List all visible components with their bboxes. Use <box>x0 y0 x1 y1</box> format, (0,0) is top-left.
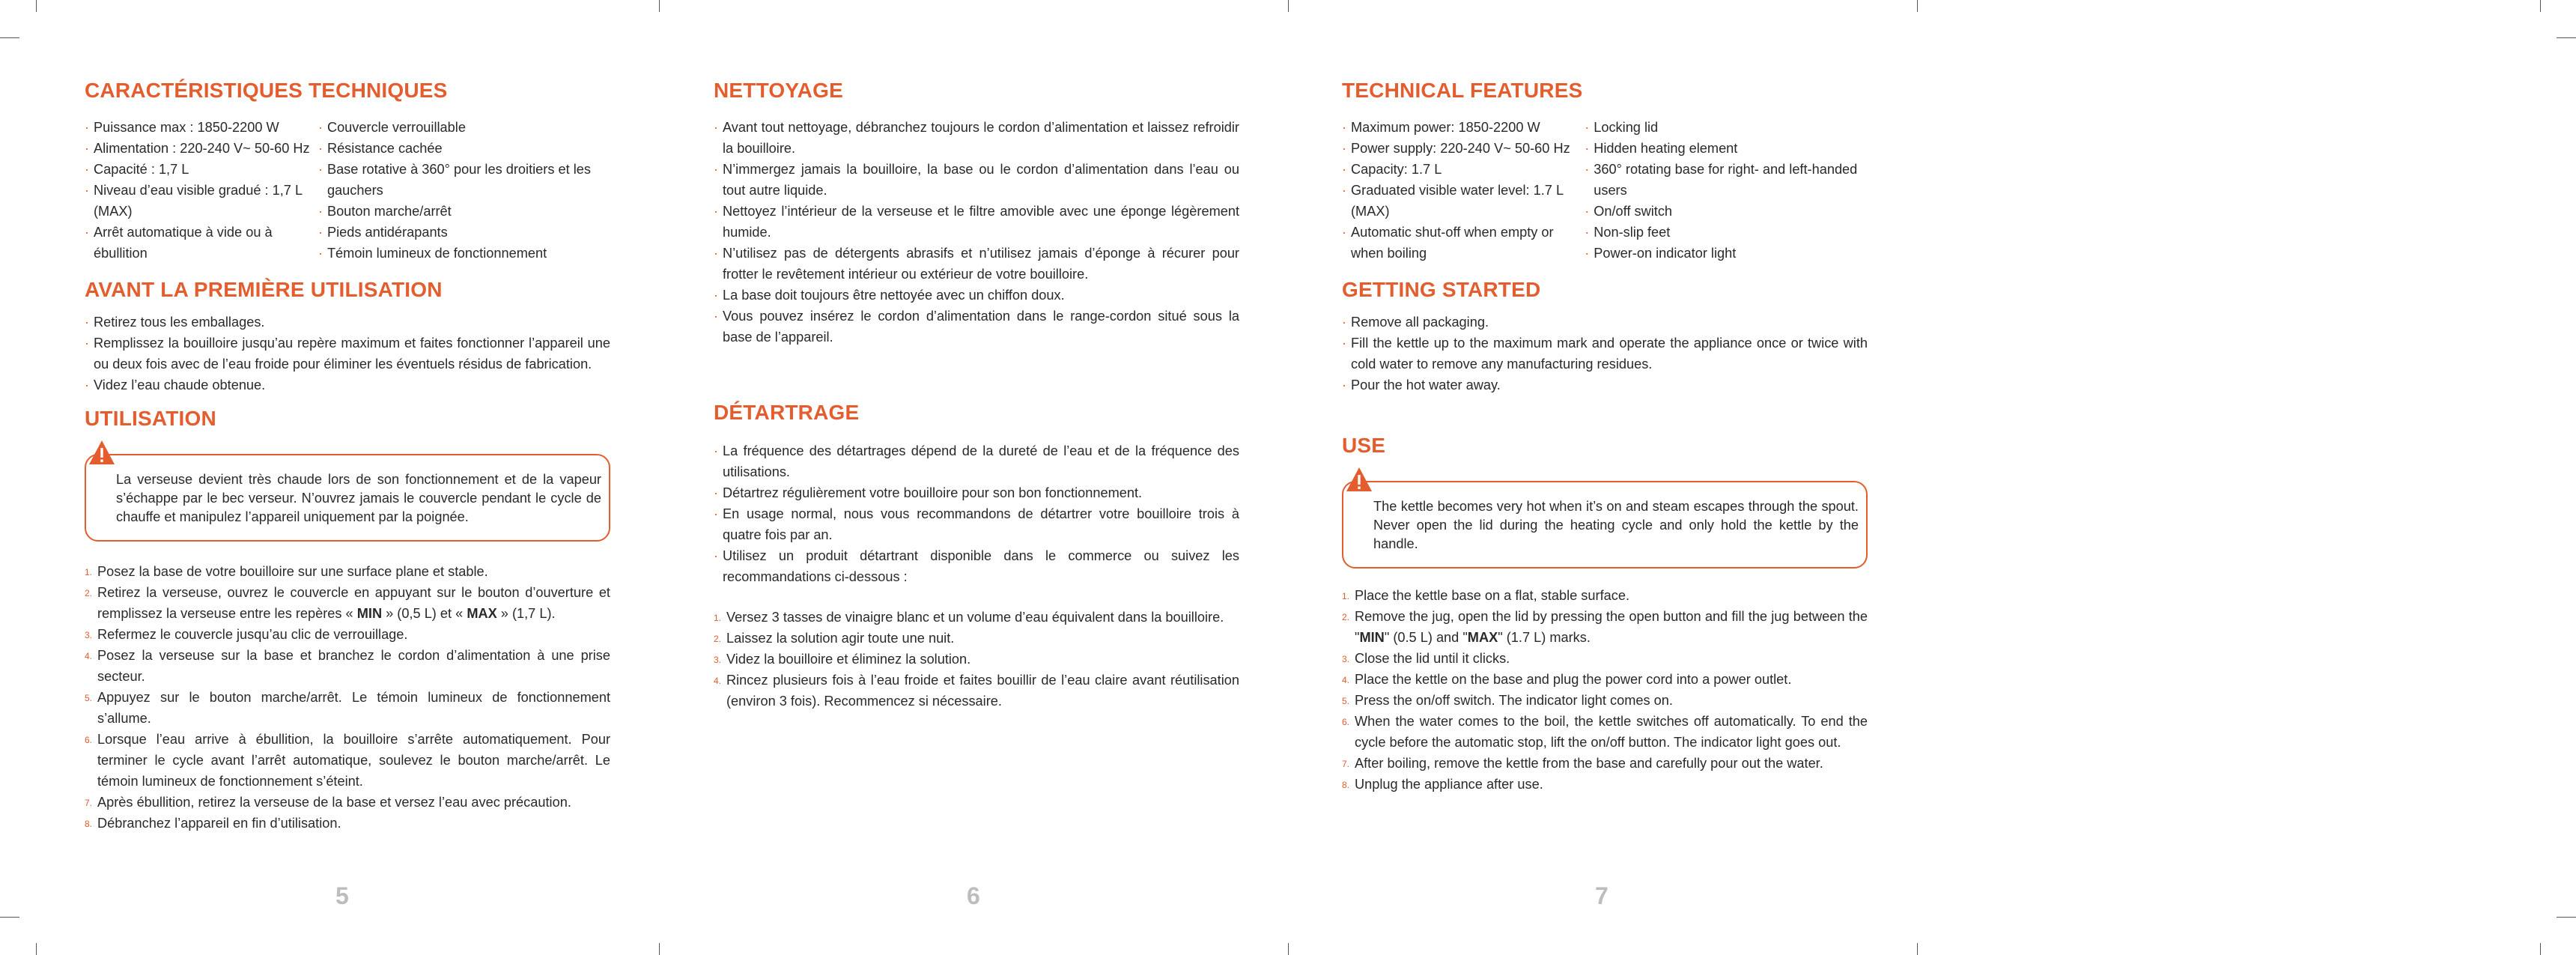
step-text: Place the kettle base on a flat, stable surface. <box>1355 588 1630 603</box>
list-item <box>85 645 610 687</box>
technical-features-title-fr: CARACTÉRISTIQUES TECHNIQUES <box>85 79 448 102</box>
step-text: Close the lid until it clicks. <box>1355 651 1510 666</box>
step-number: 5. <box>85 693 93 703</box>
step-number: 2. <box>1342 612 1350 622</box>
list-item: · Fill the kettle up to the maximum mark and operate the appliance once or twice with cold water to remove any manufacturing residues. <box>1342 333 1868 375</box>
list-item: · Pour the hot water away. <box>1342 375 1868 395</box>
list-item: · Graduated visible water level: 1.7 L (MAX) <box>1342 180 1585 222</box>
list-item: · Remplissez la bouilloire jusqu’au repère maximum et faites fonctionner l’appareil une ou deux fois avec de l’eau froide pour éliminer les éventuels résidus de fabrication. <box>85 333 610 375</box>
list-item: · Base rotative à 360° pour les droitiers et les gauchers <box>318 159 610 201</box>
list-item: · Power-on indicator light <box>1585 243 1868 264</box>
crop-mark <box>2540 0 2541 12</box>
step-text: Retirez la verseuse, ouvrez le couvercle en appuyant sur le bouton d’ouverture et remplissez la verseuse entre les repères « <box>97 585 610 621</box>
list-item <box>1342 753 1868 774</box>
cleaning-list <box>714 117 1239 348</box>
crop-mark <box>0 37 19 38</box>
list-item <box>714 670 1239 712</box>
step-number: 8. <box>1342 780 1350 790</box>
step-text: Débranchez l’appareil en fin d’utilisation. <box>97 816 341 831</box>
step-number: 1. <box>85 567 93 577</box>
step-number: 6. <box>1342 717 1350 727</box>
page-number: 6 <box>967 882 980 909</box>
list-item: · Détartrez régulièrement votre bouilloire pour son bon fonctionnement. <box>714 482 1239 503</box>
warning-icon <box>1345 466 1373 494</box>
list-item: · Capacity: 1.7 L <box>1342 159 1585 180</box>
list-item: · Couvercle verrouillable <box>318 117 610 138</box>
step-text: " (0.5 L) and " <box>1384 630 1468 645</box>
list-item: · La fréquence des détartrages dépend de la dureté de l’eau et de la fréquence des utilisations. <box>714 440 1239 482</box>
list-item: · Arrêt automatique à vide ou à ébullition <box>85 222 318 264</box>
list-item <box>85 624 610 645</box>
list-item <box>714 607 1239 628</box>
list-item: · Automatic shut-off when empty or when boiling <box>1342 222 1585 264</box>
list-item: · N’utilisez pas de détergents abrasifs et n’utilisez jamais d’éponge à récurer pour frotter le revêtement intérieur ou extérieur de votre bouilloire. <box>714 243 1239 285</box>
crop-mark <box>0 917 19 918</box>
list-item <box>714 649 1239 670</box>
step-text: Après ébullition, retirez la verseuse de la base et versez l’eau avec précaution. <box>97 795 571 810</box>
list-item: · Power supply: 220-240 V~ 50-60 Hz <box>1342 138 1585 159</box>
step-text: » (0,5 L) et « <box>382 606 467 621</box>
crop-mark <box>1917 943 1918 955</box>
warning-text: The kettle becomes very hot when it’s on and steam escapes through the spout. Never open the lid during the heating cycle and only hold the kettle by the handle. <box>1373 499 1859 551</box>
step-text: » (1,7 L). <box>496 606 556 621</box>
step-text: Laissez la solution agir toute une nuit. <box>726 631 955 646</box>
list-item <box>1342 774 1868 795</box>
step-text: Posez la verseuse sur la base et branchez le cordon d’alimentation à une prise secteur. <box>97 648 610 684</box>
warning-icon <box>88 439 116 467</box>
crop-mark <box>1288 0 1289 12</box>
use-title-en: USE <box>1342 434 1386 457</box>
step-number: 8. <box>85 819 93 829</box>
list-item: · Videz l’eau chaude obtenue. <box>85 375 610 395</box>
getting-started-title: GETTING STARTED <box>1342 278 1541 301</box>
list-item <box>1342 711 1868 753</box>
step-text: Unplug the appliance after use. <box>1355 777 1543 792</box>
step-text: " (1.7 L) marks. <box>1498 630 1591 645</box>
tech-left-list <box>1342 117 1585 264</box>
step-number: 4. <box>1342 675 1350 685</box>
list-item: · Alimentation : 220-240 V~ 50-60 Hz <box>85 138 318 159</box>
step-text: Press the on/off switch. The indicator light comes on. <box>1355 693 1673 708</box>
max-mark: MAX <box>1467 630 1498 645</box>
step-number: 2. <box>85 588 93 598</box>
step-text: Videz la bouilloire et éliminez la solution. <box>726 652 971 667</box>
step-number: 7. <box>85 798 93 808</box>
technical-features-list-fr <box>85 117 610 264</box>
list-item <box>85 561 610 582</box>
list-item: · Résistance cachée <box>318 138 610 159</box>
list-item: · Non-slip feet <box>1585 222 1868 243</box>
step-number: 3. <box>714 655 722 665</box>
step-number: 7. <box>1342 759 1350 769</box>
step-text: Versez 3 tasses de vinaigre blanc et un volume d’eau équivalent dans la bouilloire. <box>726 610 1224 625</box>
step-text: Posez la base de votre bouilloire sur une surface plane et stable. <box>97 564 488 579</box>
step-text: Lorsque l’eau arrive à ébullition, la bouilloire s’arrête automatiquement. Pour terminer le cycle avant l’arrêt automatique, soulevez le bouton marche/arrêt. Le témoin lumineux de fonctionnement s’éteint. <box>97 732 610 789</box>
step-number: 1. <box>1342 591 1350 601</box>
list-item <box>1342 585 1868 606</box>
crop-mark <box>1917 0 1918 12</box>
tech-right-list <box>318 117 610 264</box>
step-text: After boiling, remove the kettle from the base and carefully pour out the water. <box>1355 756 1823 771</box>
list-item <box>85 813 610 834</box>
list-item: · La base doit toujours être nettoyée avec un chiffon doux. <box>714 285 1239 306</box>
list-item: · Puissance max : 1850-2200 W <box>85 117 318 138</box>
list-item: · Nettoyez l’intérieur de la verseuse et le filtre amovible avec une éponge légèrement humide. <box>714 201 1239 243</box>
list-item: · Vous pouvez insérez le cordon d’alimentation dans le range-cordon situé sous la base de l’appareil. <box>714 306 1239 348</box>
page-5 <box>85 78 610 834</box>
step-text: Place the kettle on the base and plug the power cord into a power outlet. <box>1355 672 1792 687</box>
warning-box-fr <box>85 454 610 542</box>
list-item: · Locking lid <box>1585 117 1868 138</box>
list-item: · Bouton marche/arrêt <box>318 201 610 222</box>
list-item <box>85 792 610 813</box>
list-item <box>1342 690 1868 711</box>
page-number: 5 <box>335 882 349 909</box>
crop-mark <box>2557 917 2576 918</box>
list-item <box>85 729 610 792</box>
descaling-steps <box>714 607 1239 712</box>
list-item <box>85 687 610 729</box>
step-text: Remove the jug, open the lid by pressing the open button and fill the jug between the " <box>1355 609 1868 645</box>
list-item: · Maximum power: 1850-2200 W <box>1342 117 1585 138</box>
technical-features-list-en <box>1342 117 1868 264</box>
list-item: · Retirez tous les emballages. <box>85 312 610 333</box>
crop-mark <box>659 0 660 12</box>
first-use-list <box>85 312 610 395</box>
step-number: 4. <box>714 676 722 686</box>
list-item <box>1342 606 1868 648</box>
list-item: · On/off switch <box>1585 201 1868 222</box>
technical-features-title-en: TECHNICAL FEATURES <box>1342 79 1583 102</box>
list-item <box>714 628 1239 649</box>
step-number: 2. <box>714 634 722 644</box>
usage-steps-fr <box>85 561 610 834</box>
list-item: · Remove all packaging. <box>1342 312 1868 333</box>
use-title-fr: UTILISATION <box>85 407 216 430</box>
step-number: 5. <box>1342 696 1350 706</box>
min-mark: MIN <box>1359 630 1385 645</box>
min-mark: MIN <box>356 606 383 621</box>
crop-mark <box>2557 37 2576 38</box>
list-item: · Pieds antidérapants <box>318 222 610 243</box>
crop-mark <box>1288 943 1289 955</box>
crop-mark <box>659 943 660 955</box>
crop-mark <box>2540 943 2541 955</box>
page-number: 7 <box>1595 882 1609 909</box>
page-7 <box>1342 78 1868 795</box>
step-number: 3. <box>1342 654 1350 664</box>
getting-started-list <box>1342 312 1868 395</box>
step-text: Refermez le couvercle jusqu’au clic de verrouillage. <box>97 627 408 642</box>
list-item <box>1342 669 1868 690</box>
list-item: · Hidden heating element <box>1585 138 1868 159</box>
page-6 <box>714 78 1239 712</box>
step-number: 6. <box>85 735 93 745</box>
list-item: · Utilisez un produit détartrant disponible dans le commerce ou suivez les recommandations ci-dessous : <box>714 545 1239 587</box>
list-item: · Avant tout nettoyage, débranchez toujours le cordon d’alimentation et laissez refroidir la bouilloire. <box>714 117 1239 159</box>
step-text: Rincez plusieurs fois à l’eau froide et faites bouillir de l’eau claire avant réutilisation (environ 3 fois). Recommencez si nécessaire. <box>726 673 1239 709</box>
list-item: · N’immergez jamais la bouilloire, la base ou le cordon d’alimentation dans l’eau ou tout autre liquide. <box>714 159 1239 201</box>
usage-steps-en <box>1342 585 1868 795</box>
tech-left-list <box>85 117 318 264</box>
cleaning-title: NETTOYAGE <box>714 79 843 102</box>
step-number: 1. <box>714 613 722 623</box>
step-text: When the water comes to the boil, the kettle switches off automatically. To end the cycle before the automatic stop, lift the on/off button. The indicator light goes out. <box>1355 714 1868 750</box>
descaling-list <box>714 440 1239 587</box>
crop-mark <box>36 0 37 12</box>
tech-right-list <box>1585 117 1868 264</box>
first-use-title: AVANT LA PREMIÈRE UTILISATION <box>85 278 443 301</box>
step-text: Appuyez sur le bouton marche/arrêt. Le témoin lumineux de fonctionnement s’allume. <box>97 690 610 726</box>
list-item: · Capacité : 1,7 L <box>85 159 318 180</box>
list-item <box>1342 648 1868 669</box>
list-item <box>85 582 610 624</box>
warning-box-en <box>1342 481 1868 569</box>
list-item: · Témoin lumineux de fonctionnement <box>318 243 610 264</box>
list-item: · Niveau d’eau visible gradué : 1,7 L (MAX) <box>85 180 318 222</box>
descaling-title: DÉTARTRAGE <box>714 401 860 424</box>
step-number: 4. <box>85 651 93 661</box>
list-item: · 360° rotating base for right- and left-handed users <box>1585 159 1868 201</box>
warning-text: La verseuse devient très chaude lors de son fonctionnement et de la vapeur s’échappe par le bec verseur. N’ouvrez jamais le couvercle pendant le cycle de chauffe et manipulez l’appareil uniquement par la poignée. <box>116 472 601 524</box>
max-mark: MAX <box>467 606 497 621</box>
crop-mark <box>36 943 37 955</box>
list-item: · En usage normal, nous vous recommandons de détartrer votre bouilloire trois à quatre fois par an. <box>714 503 1239 545</box>
step-number: 3. <box>85 630 93 640</box>
